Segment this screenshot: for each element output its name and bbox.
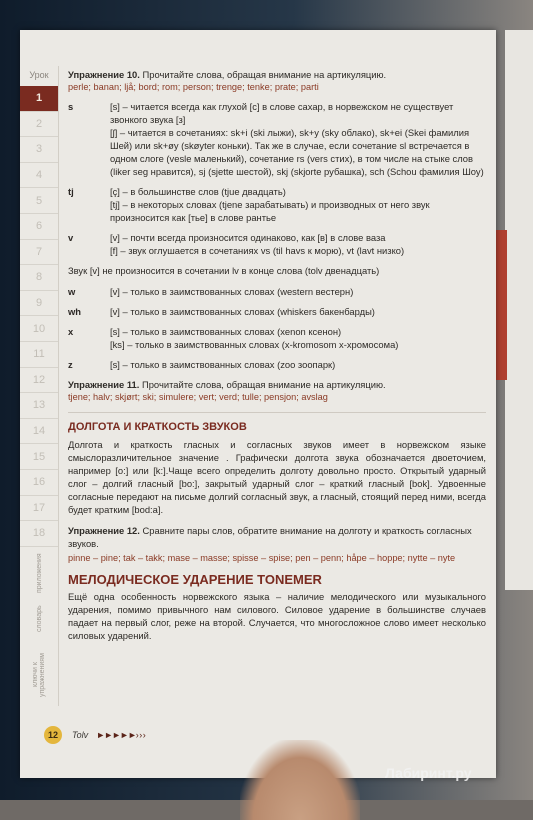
- letter-label: w: [68, 286, 76, 297]
- lesson-tab-7[interactable]: 7: [20, 240, 58, 266]
- letter-rule-row: [68, 231, 486, 257]
- side-label-appendix[interactable]: приложения: [35, 552, 43, 593]
- letter-label: wh: [68, 306, 82, 317]
- letter-description: [110, 185, 486, 224]
- rule-line: [s] – только в заимствованных словах (xenon ксенон): [110, 326, 342, 337]
- section-length-paragraph: Долгота и краткость гласных и согласных звуков имеет в норвежском языке смыслоразличительное значение . Графически долгота звука обозначается двоеточием, например [o:] или [k:].Чаще всего определить долготу довольно просто. Открытый ударный слог – долгий гласный [bo:], закрытый ударный слог – краткий гласный [bok]. Удвоенные согласные передают на письме долгий согласный звук, а гласный, стоящий перед ними, всегда будет кратким [bod:a].: [68, 439, 486, 515]
- lesson-tab-4[interactable]: 4: [20, 163, 58, 189]
- page-content: [68, 68, 486, 645]
- letter-label: v: [68, 232, 74, 243]
- exercise-10: [68, 68, 486, 81]
- exercise-10-words: perle; banan; ljå; bord; rom; person; trenge; tenke; prate; parti: [68, 82, 319, 92]
- page-number-word: Tolv: [72, 730, 89, 740]
- rule-line: [s] – читается всегда как глухой [c] в слове сахар, в норвежском не существует звонкого звука [з]: [110, 101, 454, 125]
- lesson-tab-17[interactable]: 17: [20, 496, 58, 522]
- letter-rule-row: [68, 185, 486, 224]
- divider: [68, 412, 486, 413]
- exercise-12: [68, 524, 486, 550]
- bookmark-ribbon: [495, 230, 507, 380]
- letter-rules-2: [68, 285, 486, 371]
- letter-label: z: [68, 359, 73, 370]
- lv-note: Звук [v] не произносится в сочетании lv в конце слова (tolv двенадцать): [68, 265, 380, 276]
- letter-description: [110, 325, 486, 351]
- rule-line: [f] – звук оглушается в сочетаниях vs (til havs к морю), vt (lavt низко): [110, 245, 405, 256]
- lesson-tab-2[interactable]: 2: [20, 112, 58, 138]
- lesson-tab-12[interactable]: 12: [20, 368, 58, 394]
- exercise-10-text: Прочитайте слова, обращая внимание на артикуляцию.: [142, 69, 387, 80]
- lesson-tab-6[interactable]: 6: [20, 214, 58, 240]
- letter-rules-1: [68, 100, 486, 257]
- letter-rule-row: [68, 100, 486, 178]
- letter-description: [110, 100, 486, 178]
- letter-rule-row: [68, 358, 486, 371]
- rule-line: [ks] – только в заимствованных словах (x-kromosom х-хромосома): [110, 339, 399, 350]
- lesson-tab-9[interactable]: 9: [20, 291, 58, 317]
- letter-label: tj: [68, 186, 74, 197]
- lesson-tab-14[interactable]: 14: [20, 419, 58, 445]
- page-footer: [44, 726, 145, 744]
- exercise-11-number: Упражнение 11.: [68, 379, 140, 390]
- watermark: Лабиринт.ру: [385, 765, 472, 781]
- exercise-12-words: pinne – pine; tak – takk; mase – masse; spisse – spise; pen – penn; håpe – hoppe; nytte – nyte: [68, 553, 456, 563]
- exercise-12-number: Упражнение 12.: [68, 525, 140, 536]
- lesson-tab-10[interactable]: 10: [20, 316, 58, 342]
- lesson-tab-index: [20, 66, 58, 705]
- tabs-header: Урок: [29, 70, 49, 80]
- exercise-10-number: Упражнение 10.: [68, 69, 140, 80]
- next-page-edge: [505, 30, 533, 590]
- section-title-length: ДОЛГОТА И КРАТКОСТЬ ЗВУКОВ: [68, 421, 247, 433]
- section-tonemer-paragraph: Ещё одна особенность норвежского языка – наличие мелодического или музыкального ударения, помимо привычного нам силового. Силовое ударение в большинстве случаев падает на первый слог, реже на второй. Случается, что многосложное слово имеет несколько силовых ударений.: [68, 591, 486, 641]
- book-page: [20, 30, 496, 778]
- letter-label: s: [68, 101, 74, 112]
- exercise-11-text: Прочитайте слова, обращая внимание на артикуляцию.: [141, 379, 386, 390]
- rule-line: [v] – только в заимствованных словах (western вестерн): [110, 286, 354, 297]
- letter-rule-row: [68, 305, 486, 318]
- rule-line: [v] – почти всегда произносится одинаково, как [в] в слове ваза: [110, 232, 386, 243]
- letter-description: [110, 305, 486, 318]
- lesson-tab-5[interactable]: 5: [20, 188, 58, 214]
- lesson-tab-11[interactable]: 11: [20, 342, 58, 368]
- side-label-dictionary[interactable]: словарь: [35, 605, 43, 633]
- lesson-tab-15[interactable]: 15: [20, 444, 58, 470]
- lesson-tab-8[interactable]: 8: [20, 265, 58, 291]
- page-number: 12: [44, 726, 62, 744]
- letter-description: [110, 285, 486, 298]
- rule-line: [ç] – в большинстве слов (tjue двадцать): [110, 186, 286, 197]
- letter-description: [110, 358, 486, 371]
- exercise-12-text: Сравните пары слов, обратите внимание на долготу и краткость согласных звуков.: [68, 525, 472, 549]
- rule-line: [ʃ] – читается в сочетаниях: sk+i (ski лыжи), sk+y (sky облако), sk+ei (Skei фамилия Шей) или sk+øy (skøyter коньки). Так же в случае, если сочетание sl встречается в одном слоге (vesle маленький), сочетание rs (vers стих), в том числе на стыке слов (liker seg нравится), sj (sjette шестой), skj (skjorte рубашка), sch (Schou фамилия Шоу): [110, 127, 484, 177]
- lesson-tab-16[interactable]: 16: [20, 470, 58, 496]
- letter-description: [110, 231, 486, 257]
- lesson-tab-18[interactable]: 18: [20, 521, 58, 547]
- arrows-decoration: ►►►►►› › ›: [96, 730, 145, 740]
- exercise-11: [68, 378, 486, 391]
- exercise-11-words: tjene; halv; skjørt; ski; simulere; vert; verd; tulle; pensjon; avslag: [68, 392, 328, 402]
- letter-rule-row: [68, 325, 486, 351]
- tab-divider: [58, 66, 59, 706]
- section-title-tonemer: МЕЛОДИЧЕСКОЕ УДАРЕНИЕ TONEMER: [68, 572, 322, 587]
- finger-photo: [240, 740, 360, 820]
- letter-rule-row: [68, 285, 486, 298]
- rule-line: [v] – только в заимствованных словах (whiskers бакенбарды): [110, 306, 375, 317]
- rule-line: [s] – только в заимствованных словах (zoo зоопарк): [110, 359, 336, 370]
- lesson-tab-13[interactable]: 13: [20, 393, 58, 419]
- letter-label: x: [68, 326, 74, 337]
- lesson-tab-1[interactable]: 1: [20, 86, 58, 112]
- side-label-keys[interactable]: ключи к упражнениям: [32, 652, 46, 697]
- rule-line: [tj] – в некоторых словах (tjene зарабатывать) и производных от него звук произносится как [тье] в слове рантье: [110, 199, 430, 223]
- lesson-tab-3[interactable]: 3: [20, 137, 58, 163]
